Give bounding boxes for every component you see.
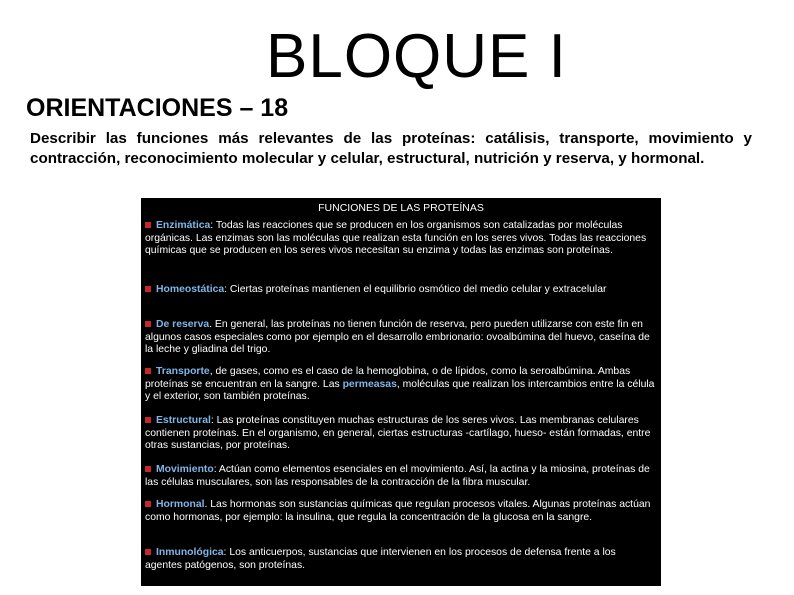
function-term: Hormonal (156, 499, 205, 510)
bullet-icon (145, 286, 151, 292)
function-term: Enzimática (156, 220, 211, 231)
bullet-icon (145, 321, 151, 327)
bullet-icon (145, 466, 151, 472)
function-text: . Las hormonas son sustancias químicas que regulan procesos vitales. Algunas proteínas actúan como hormonas, por ejemplo: la insulina, que regula la concentración de la glucosa en la sangre. (145, 499, 651, 523)
function-term: Estructural (156, 415, 211, 426)
function-text: : Todas las reacciones que se producen en los organismos son catalizadas por moléculas orgánicas. Las enzimas son las moléculas que realizan esta función en los seres vivos. Todas las reacciones químicas que se producen en los seres vivos necesitan su enzima y todas las enzimas son proteínas. (145, 220, 647, 257)
function-highlight: permeasas (342, 378, 397, 390)
bullet-icon (145, 222, 151, 228)
function-item-inmunologica (145, 547, 655, 572)
function-text-after: , moléculas que realizan los intercambios entre la célula y el exterior, son también proteínas. (145, 378, 655, 403)
function-item-homeostatica (145, 284, 655, 297)
bullet-icon (145, 368, 151, 374)
bullet-icon (145, 417, 151, 423)
protein-functions-panel (141, 198, 661, 586)
function-text: : Los anticuerpos, sustancias que intervienen en los procesos de defensa frente a los agentes patógenos, son proteínas. (145, 547, 616, 571)
function-item-hormonal (145, 499, 655, 524)
slide-subtitle: ORIENTACIONES – 18 (26, 94, 289, 122)
function-item-movimiento (145, 464, 655, 489)
function-item-transporte (145, 366, 655, 404)
function-text: . En general, las proteínas no tienen función de reserva, pero pueden utilizarse con este fin en algunos casos especiales como por ejemplo en el desarrollo embrionario: ovoalbúmina del huevo, caseína de la leche y gliadina del trigo. (145, 319, 650, 356)
function-term: Transporte (156, 366, 210, 377)
function-item-estructural (145, 415, 655, 453)
function-term: Movimiento (156, 464, 214, 475)
function-text: , de gases, como es el caso de la hemoglobina, o de lípidos, como la seroalbúmina. Ambas proteínas se encuentran en la sangre. Las (145, 366, 631, 390)
function-term: De reserva (156, 319, 210, 330)
function-term: Inmunológica (156, 547, 224, 558)
bullet-icon (145, 549, 151, 555)
function-item-reserva (145, 319, 655, 357)
function-item-enzimatica (145, 220, 655, 258)
bullet-icon (145, 501, 151, 507)
function-term: Homeostática (156, 284, 225, 295)
slide-title: BLOQUE I (266, 22, 567, 91)
panel-title: FUNCIONES DE LAS PROTEÍNAS (318, 202, 484, 214)
function-text: : Actúan como elementos esenciales en el movimiento. Así, la actina y la miosina, proteínas de las células musculares, son las responsables de la contracción de la fibra muscular. (145, 464, 650, 488)
function-text: : Las proteínas constituyen muchas estructuras de los seres vivos. Las membranas celulares contienen proteínas. En el organismo, en general, ciertas estructuras -cartílago, hueso- están formadas, entre otras sustancias, por proteínas. (145, 415, 651, 452)
slide-description: Describir las funciones más relevantes de las proteínas: catálisis, transporte, movimiento y contracción, reconocimiento molecular y celular, estructural, nutrición y reserva, y hormonal. (30, 130, 752, 167)
function-text: : Ciertas proteínas mantienen el equilibrio osmótico del medio celular y extracelular (224, 284, 607, 295)
